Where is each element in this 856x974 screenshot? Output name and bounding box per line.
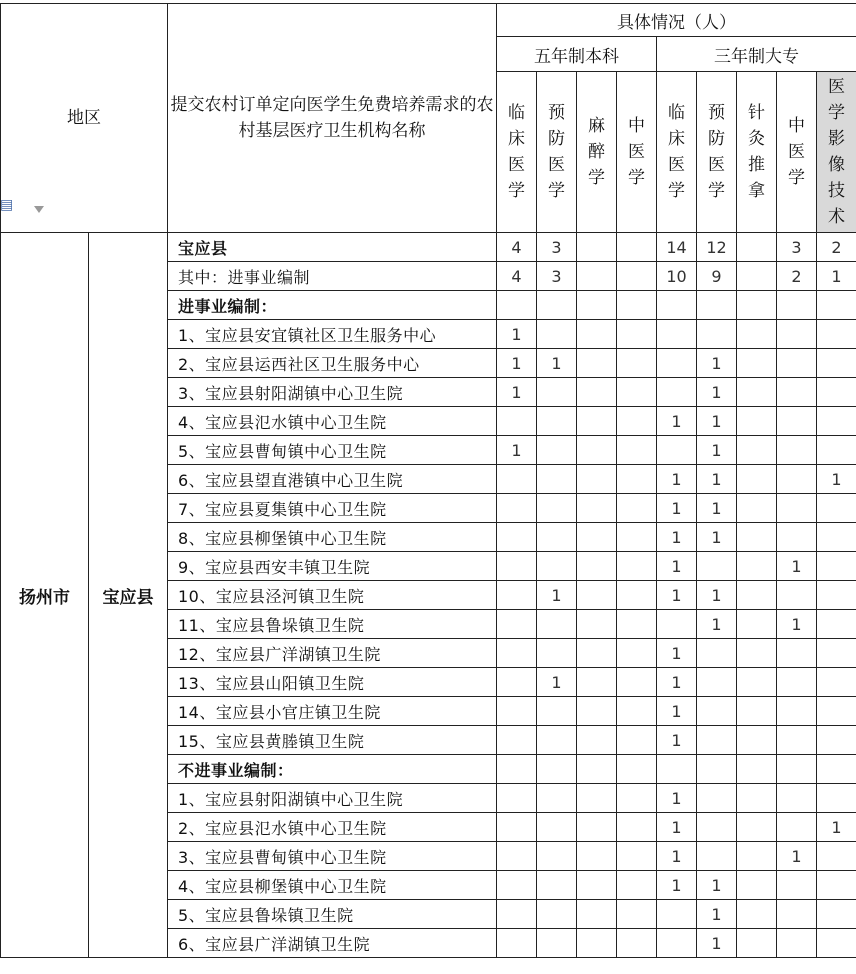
- institution-name: 2、宝应县氾水镇中心卫生院: [168, 813, 497, 842]
- count-cell: [617, 697, 657, 726]
- count-cell: [777, 407, 817, 436]
- count-cell: 1: [657, 465, 697, 494]
- count-cell: [817, 494, 856, 523]
- count-cell: 14: [657, 233, 697, 262]
- count-cell: [617, 494, 657, 523]
- institution-name: 其中：进事业编制: [168, 262, 497, 291]
- count-cell: 1: [817, 813, 856, 842]
- count-cell: [737, 726, 777, 755]
- count-cell: [537, 726, 577, 755]
- count-cell: [577, 755, 617, 784]
- count-cell: [737, 639, 777, 668]
- count-cell: [577, 378, 617, 407]
- count-cell: 1: [657, 842, 697, 871]
- count-cell: [537, 639, 577, 668]
- count-cell: [737, 610, 777, 639]
- count-cell: [737, 407, 777, 436]
- count-cell: [697, 320, 737, 349]
- count-cell: [777, 494, 817, 523]
- city-cell: 扬州市: [1, 233, 89, 958]
- count-cell: [737, 552, 777, 581]
- major-header: 中医学: [777, 72, 817, 233]
- count-cell: [737, 523, 777, 552]
- count-cell: [537, 465, 577, 494]
- major-header: 临床医学: [497, 72, 537, 233]
- count-cell: [537, 755, 577, 784]
- count-cell: 1: [657, 871, 697, 900]
- count-cell: [577, 697, 617, 726]
- count-cell: 1: [657, 581, 697, 610]
- institution-name: 3、宝应县曹甸镇中心卫生院: [168, 842, 497, 871]
- count-cell: [537, 610, 577, 639]
- count-cell: [657, 610, 697, 639]
- count-cell: [657, 291, 697, 320]
- count-cell: [537, 871, 577, 900]
- count-cell: [817, 320, 856, 349]
- institution-name: 1、宝应县安宜镇社区卫生服务中心: [168, 320, 497, 349]
- count-cell: [617, 610, 657, 639]
- count-cell: 1: [657, 494, 697, 523]
- count-cell: 1: [697, 436, 737, 465]
- count-cell: 1: [697, 349, 737, 378]
- count-cell: [697, 697, 737, 726]
- count-cell: [617, 929, 657, 958]
- count-cell: [737, 320, 777, 349]
- count-cell: [577, 262, 617, 291]
- count-cell: 1: [697, 465, 737, 494]
- count-cell: 1: [657, 407, 697, 436]
- count-cell: [817, 407, 856, 436]
- count-cell: [537, 407, 577, 436]
- count-cell: 12: [697, 233, 737, 262]
- institution-name: 15、宝应县黄塍镇卫生院: [168, 726, 497, 755]
- count-cell: [617, 871, 657, 900]
- count-cell: [817, 755, 856, 784]
- count-cell: [777, 581, 817, 610]
- institution-name: 2、宝应县运西社区卫生服务中心: [168, 349, 497, 378]
- count-cell: [777, 668, 817, 697]
- count-cell: [777, 639, 817, 668]
- count-cell: 10: [657, 262, 697, 291]
- count-cell: [657, 929, 697, 958]
- count-cell: 1: [657, 523, 697, 552]
- count-cell: [817, 552, 856, 581]
- major-header: 针灸推拿: [737, 72, 777, 233]
- institution-name: 10、宝应县泾河镇卫生院: [168, 581, 497, 610]
- count-cell: [497, 929, 537, 958]
- institution-name: 11、宝应县鲁垛镇卫生院: [168, 610, 497, 639]
- count-cell: [577, 407, 617, 436]
- count-cell: 1: [697, 407, 737, 436]
- count-cell: [737, 755, 777, 784]
- count-cell: 2: [777, 262, 817, 291]
- count-cell: [577, 233, 617, 262]
- count-cell: 1: [697, 523, 737, 552]
- count-cell: 1: [657, 813, 697, 842]
- count-cell: [617, 900, 657, 929]
- count-cell: 3: [537, 233, 577, 262]
- count-cell: [777, 871, 817, 900]
- count-cell: [577, 494, 617, 523]
- chevron-down-icon[interactable]: [34, 206, 44, 213]
- count-cell: 1: [537, 349, 577, 378]
- count-cell: [817, 784, 856, 813]
- count-cell: 1: [697, 494, 737, 523]
- institution-name: 5、宝应县曹甸镇中心卫生院: [168, 436, 497, 465]
- count-cell: [777, 378, 817, 407]
- quota-table: [0, 3, 856, 958]
- count-cell: [577, 320, 617, 349]
- count-cell: [537, 552, 577, 581]
- institution-name: 6、宝应县广洋湖镇卫生院: [168, 929, 497, 958]
- count-cell: [737, 349, 777, 378]
- count-cell: [817, 378, 856, 407]
- count-cell: [617, 349, 657, 378]
- count-cell: [817, 697, 856, 726]
- count-cell: [737, 813, 777, 842]
- institution-name: 进事业编制：: [168, 291, 497, 320]
- count-cell: [537, 378, 577, 407]
- count-cell: [577, 784, 617, 813]
- count-cell: 3: [777, 233, 817, 262]
- count-cell: 1: [777, 552, 817, 581]
- count-cell: [537, 436, 577, 465]
- count-cell: [577, 813, 617, 842]
- count-cell: [817, 291, 856, 320]
- count-cell: [537, 697, 577, 726]
- count-cell: [577, 610, 617, 639]
- count-cell: [577, 465, 617, 494]
- count-cell: [617, 407, 657, 436]
- institution-name: 14、宝应县小官庄镇卫生院: [168, 697, 497, 726]
- institution-name: 4、宝应县柳堡镇中心卫生院: [168, 871, 497, 900]
- count-cell: [777, 291, 817, 320]
- count-cell: [617, 784, 657, 813]
- count-cell: [737, 291, 777, 320]
- count-cell: [817, 610, 856, 639]
- count-cell: [537, 784, 577, 813]
- count-cell: 1: [777, 842, 817, 871]
- count-cell: [737, 842, 777, 871]
- count-cell: [617, 436, 657, 465]
- count-cell: [737, 581, 777, 610]
- count-cell: [777, 813, 817, 842]
- count-cell: [577, 900, 617, 929]
- count-cell: 1: [657, 697, 697, 726]
- count-cell: [497, 639, 537, 668]
- count-cell: [497, 842, 537, 871]
- count-cell: [777, 523, 817, 552]
- count-cell: 1: [697, 871, 737, 900]
- count-cell: [537, 842, 577, 871]
- count-cell: [777, 465, 817, 494]
- count-cell: [777, 726, 817, 755]
- count-cell: [737, 233, 777, 262]
- count-cell: [817, 639, 856, 668]
- count-cell: [777, 755, 817, 784]
- count-cell: [497, 552, 537, 581]
- count-cell: [697, 552, 737, 581]
- count-cell: [617, 813, 657, 842]
- count-cell: [657, 349, 697, 378]
- count-cell: [537, 813, 577, 842]
- count-cell: [697, 639, 737, 668]
- count-cell: 1: [697, 929, 737, 958]
- count-cell: 3: [537, 262, 577, 291]
- count-cell: [577, 552, 617, 581]
- count-cell: [577, 436, 617, 465]
- count-cell: [697, 755, 737, 784]
- count-cell: [697, 291, 737, 320]
- count-cell: 1: [497, 378, 537, 407]
- count-cell: [497, 697, 537, 726]
- detail-header: 具体情况（人）: [497, 4, 856, 37]
- count-cell: [657, 320, 697, 349]
- institution-name: 6、宝应县望直港镇中心卫生院: [168, 465, 497, 494]
- count-cell: 9: [697, 262, 737, 291]
- count-cell: [617, 465, 657, 494]
- count-cell: [697, 726, 737, 755]
- table-row: [1, 233, 856, 262]
- count-cell: [617, 262, 657, 291]
- count-cell: 1: [657, 784, 697, 813]
- count-cell: [737, 436, 777, 465]
- count-cell: [697, 668, 737, 697]
- count-cell: [577, 291, 617, 320]
- count-cell: [737, 784, 777, 813]
- count-cell: [737, 929, 777, 958]
- count-cell: [817, 581, 856, 610]
- count-cell: [617, 726, 657, 755]
- count-cell: [497, 726, 537, 755]
- count-cell: [497, 291, 537, 320]
- count-cell: [737, 378, 777, 407]
- count-cell: [617, 291, 657, 320]
- count-cell: [617, 552, 657, 581]
- major-header: 预防医学: [537, 72, 577, 233]
- count-cell: 1: [697, 610, 737, 639]
- count-cell: 1: [497, 436, 537, 465]
- count-cell: 1: [777, 610, 817, 639]
- three-year-header: 三年制大专: [657, 37, 856, 72]
- institution-name: 4、宝应县氾水镇中心卫生院: [168, 407, 497, 436]
- count-cell: 1: [537, 581, 577, 610]
- count-cell: [657, 755, 697, 784]
- major-header-highlighted: 医学影像技术: [817, 72, 856, 233]
- count-cell: [497, 610, 537, 639]
- count-cell: [577, 523, 617, 552]
- major-header: 临床医学: [657, 72, 697, 233]
- count-cell: [577, 929, 617, 958]
- count-cell: 1: [817, 262, 856, 291]
- count-cell: [697, 842, 737, 871]
- count-cell: 1: [657, 668, 697, 697]
- count-cell: [497, 581, 537, 610]
- count-cell: [537, 523, 577, 552]
- count-cell: 1: [657, 639, 697, 668]
- count-cell: [777, 436, 817, 465]
- count-cell: [817, 871, 856, 900]
- count-cell: [737, 668, 777, 697]
- count-cell: [817, 842, 856, 871]
- count-cell: [497, 668, 537, 697]
- count-cell: 2: [817, 233, 856, 262]
- count-cell: [737, 494, 777, 523]
- count-cell: [737, 871, 777, 900]
- count-cell: [817, 929, 856, 958]
- count-cell: [697, 813, 737, 842]
- count-cell: 1: [497, 320, 537, 349]
- count-cell: [497, 494, 537, 523]
- institution-name: 7、宝应县夏集镇中心卫生院: [168, 494, 497, 523]
- institution-name: 不进事业编制：: [168, 755, 497, 784]
- region-header: [1, 4, 168, 233]
- count-cell: 1: [697, 900, 737, 929]
- count-cell: 4: [497, 233, 537, 262]
- count-cell: [537, 291, 577, 320]
- count-cell: [577, 581, 617, 610]
- count-cell: [697, 784, 737, 813]
- count-cell: [617, 320, 657, 349]
- institution-name: 12、宝应县广洋湖镇卫生院: [168, 639, 497, 668]
- county-cell: 宝应县: [89, 233, 168, 958]
- count-cell: [817, 900, 856, 929]
- institution-name: 宝应县: [168, 233, 497, 262]
- count-cell: [817, 726, 856, 755]
- count-cell: [617, 523, 657, 552]
- count-cell: [657, 378, 697, 407]
- count-cell: [577, 668, 617, 697]
- count-cell: [497, 871, 537, 900]
- count-cell: [777, 697, 817, 726]
- count-cell: [537, 494, 577, 523]
- count-cell: [737, 465, 777, 494]
- count-cell: [617, 378, 657, 407]
- count-cell: [537, 900, 577, 929]
- count-cell: [577, 842, 617, 871]
- count-cell: [817, 436, 856, 465]
- institution-name: 3、宝应县射阳湖镇中心卫生院: [168, 378, 497, 407]
- count-cell: [497, 755, 537, 784]
- count-cell: 1: [657, 552, 697, 581]
- five-year-header: 五年制本科: [497, 37, 657, 72]
- region-header-label: 地区: [67, 108, 101, 128]
- filter-dropdown-icon[interactable]: ▤: [0, 198, 14, 213]
- count-cell: [497, 523, 537, 552]
- count-cell: [497, 784, 537, 813]
- count-cell: [537, 929, 577, 958]
- count-cell: [737, 262, 777, 291]
- major-header: 中医学: [617, 72, 657, 233]
- institution-name: 8、宝应县柳堡镇中心卫生院: [168, 523, 497, 552]
- count-cell: [617, 668, 657, 697]
- count-cell: 4: [497, 262, 537, 291]
- count-cell: 1: [657, 726, 697, 755]
- count-cell: [817, 349, 856, 378]
- count-cell: [577, 639, 617, 668]
- count-cell: 1: [537, 668, 577, 697]
- count-cell: [497, 465, 537, 494]
- count-cell: [817, 668, 856, 697]
- count-cell: [657, 900, 697, 929]
- count-cell: [497, 407, 537, 436]
- major-header: 麻醉学: [577, 72, 617, 233]
- count-cell: [737, 900, 777, 929]
- count-cell: [537, 320, 577, 349]
- institution-name: 9、宝应县西安丰镇卫生院: [168, 552, 497, 581]
- count-cell: [617, 842, 657, 871]
- count-cell: [497, 900, 537, 929]
- major-header: 预防医学: [697, 72, 737, 233]
- count-cell: [777, 784, 817, 813]
- count-cell: [577, 726, 617, 755]
- count-cell: [777, 929, 817, 958]
- count-cell: [777, 349, 817, 378]
- count-cell: 1: [817, 465, 856, 494]
- table-body: [1, 233, 856, 958]
- count-cell: [617, 639, 657, 668]
- institution-name: 1、宝应县射阳湖镇中心卫生院: [168, 784, 497, 813]
- institution-name: 5、宝应县鲁垛镇卫生院: [168, 900, 497, 929]
- count-cell: 1: [697, 378, 737, 407]
- institution-name: 13、宝应县山阳镇卫生院: [168, 668, 497, 697]
- count-cell: [777, 900, 817, 929]
- institution-header: 提交农村订单定向医学生免费培养需求的农村基层医疗卫生机构名称: [168, 4, 497, 233]
- count-cell: [737, 697, 777, 726]
- count-cell: [497, 813, 537, 842]
- count-cell: [657, 436, 697, 465]
- count-cell: [817, 523, 856, 552]
- count-cell: [617, 581, 657, 610]
- count-cell: 1: [497, 349, 537, 378]
- count-cell: 1: [697, 581, 737, 610]
- count-cell: [617, 233, 657, 262]
- count-cell: [577, 349, 617, 378]
- count-cell: [617, 755, 657, 784]
- count-cell: [577, 871, 617, 900]
- count-cell: [777, 320, 817, 349]
